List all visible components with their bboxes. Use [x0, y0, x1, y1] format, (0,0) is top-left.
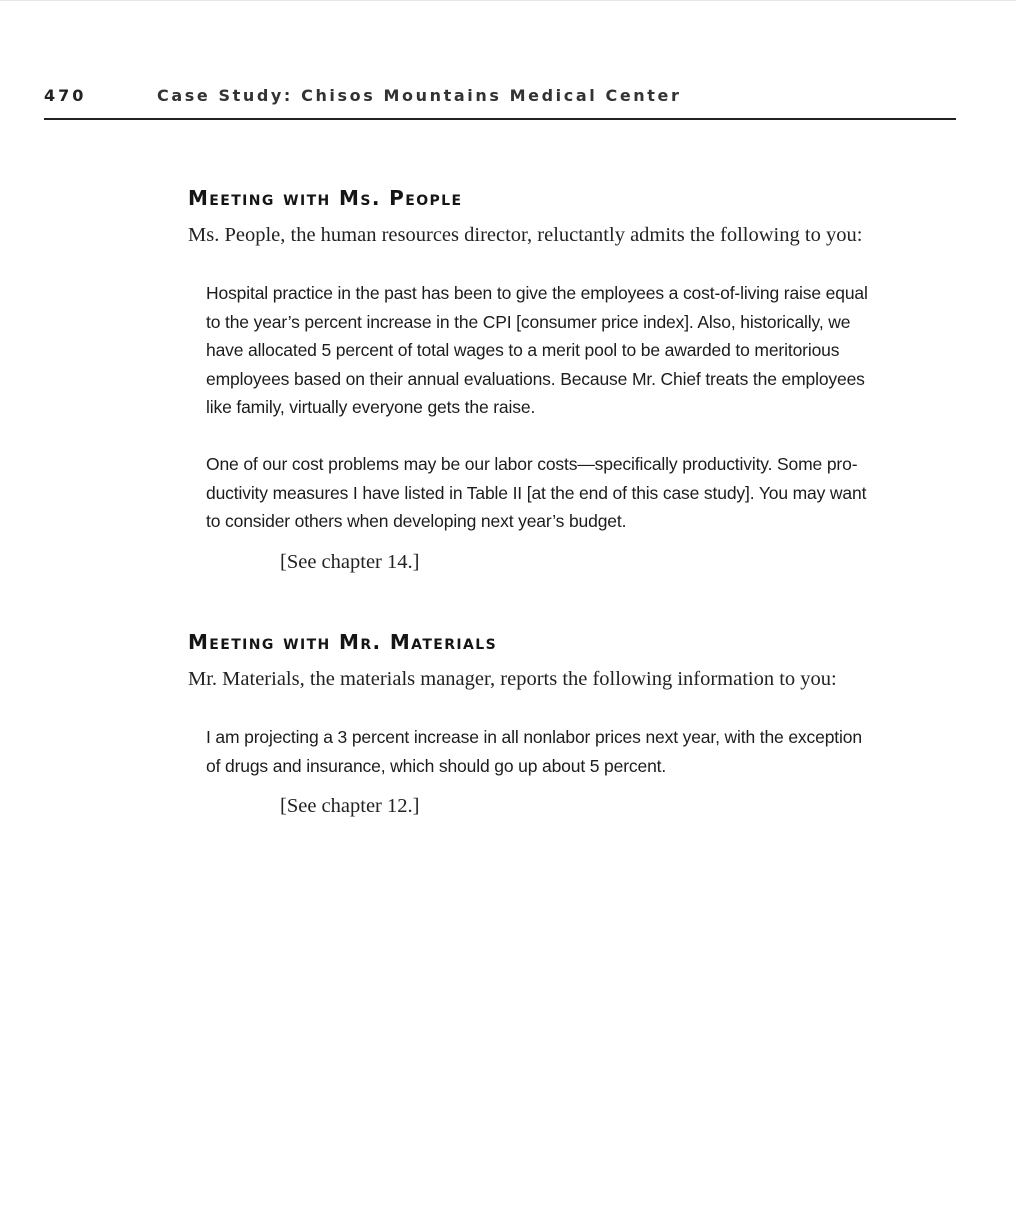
quote-line: of drugs and insurance, which should go up about 5 percent. [206, 755, 667, 776]
section-intro-ms-people: Ms. People, the human resources director, reluctantly admits the following to you: [188, 224, 863, 246]
running-title: Case Study: Chisos Mountains Medical Center [157, 86, 682, 105]
section-intro-mr-materials: Mr. Materials, the materials manager, reports the following information to you: [188, 668, 837, 690]
quote-paragraph [206, 723, 946, 780]
quote-line: like family, virtually everyone gets the raise. [206, 397, 536, 417]
page-top-edge [0, 0, 1016, 1]
chapter-reference: [See chapter 12.] [280, 795, 420, 817]
quote-line: One of our cost problems may be our labor costs—specifically productivity. Some pro- [206, 454, 858, 474]
running-head [44, 86, 956, 108]
quote-line: ductivity measures I have listed in Table II [at the end of this case study]. You may want [206, 482, 867, 503]
quote-line: to consider others when developing next year’s budget. [206, 511, 627, 531]
quote-line: I am projecting a 3 percent increase in all nonlabor prices next year, with the exception [206, 727, 862, 747]
section-heading-mr-materials: Meeting with Mr. Materials [188, 630, 498, 654]
quote-line: have allocated 5 percent of total wages to a merit pool to be awarded to meritorious [206, 340, 840, 360]
quote-line: employees based on their annual evaluations. Because Mr. Chief treats the employees [206, 368, 865, 389]
quote-paragraph [206, 450, 946, 536]
chapter-reference: [See chapter 14.] [280, 551, 420, 573]
quote-line: to the year’s percent increase in the CPI [consumer price index]. Also, historically, we [206, 311, 851, 332]
header-rule [44, 118, 956, 120]
quote-paragraph [206, 279, 946, 422]
section-heading-ms-people: Meeting with Ms. People [188, 186, 463, 210]
quote-line: Hospital practice in the past has been to give the employees a cost-of-living raise equal [206, 283, 868, 303]
page-number: 470 [44, 86, 87, 105]
